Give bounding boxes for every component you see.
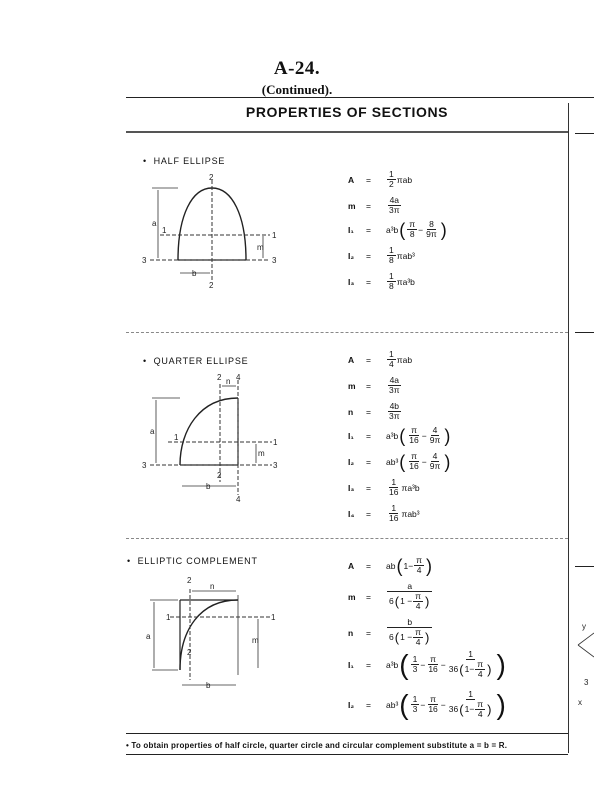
column-divider (568, 103, 569, 753)
quarter-ellipse-curve (180, 398, 238, 465)
label-left-1: 1 (174, 433, 179, 442)
right-margin-rule-2 (575, 332, 594, 333)
separator-1 (126, 332, 568, 333)
label-a: a (150, 427, 155, 436)
label-b: b (192, 269, 197, 278)
elliptic-complement-formula-n: n = b 6 ( 1 − $\frac{\pi}{4}$ ) (348, 618, 433, 647)
page-rule-bottom (126, 754, 568, 755)
quarter-ellipse-formula-m: m = $\frac{4a}{3\pi}$ (348, 375, 400, 395)
label-b: b (206, 482, 211, 491)
quarter-ellipse-formula-A: A = $\frac{1}{4}$ πab (348, 349, 413, 369)
quarter-ellipse-formula-I2: I₂ = ab³ ( $\frac{\pi}{16}$ − $\frac{4}{9\pi}$ ) (348, 451, 451, 472)
label-top-2: 2 (187, 576, 192, 585)
label-left-3: 3 (142, 256, 147, 265)
elliptic-complement-diagram (140, 575, 290, 700)
quarter-ellipse-formula-I4: I₄ = $\frac{1}{16}$ πab³ (348, 503, 420, 523)
half-ellipse-formula-A: A = $\frac{1}{2}$ πab (348, 169, 413, 189)
table-id: A-24. (273, 58, 321, 79)
quarter-ellipse-title: • QUARTER ELLIPSE (143, 356, 249, 366)
quarter-ellipse-formula-I3: I₃ = $\frac{1}{16}$ πa³b (348, 477, 420, 497)
margin-label-y: y (582, 622, 586, 631)
margin-label-3: 3 (584, 678, 589, 687)
elliptic-complement-curve (180, 600, 238, 670)
half-ellipse-formula-I2: I₂ = $\frac{1}{8}$ πab³ (348, 245, 415, 265)
label-b: b (206, 681, 211, 690)
label-right-1: 1 (271, 613, 276, 622)
label-bottom-2: 2 (209, 281, 214, 290)
label-right-3: 3 (273, 461, 278, 470)
section-title: PROPERTIES OF SECTIONS (245, 104, 449, 120)
table-continued: (Continued). (261, 82, 333, 97)
adjacent-page-fragment (572, 615, 594, 710)
section-rule-bottom (126, 733, 568, 734)
half-ellipse-title: • HALF ELLIPSE (143, 156, 226, 166)
elliptic-complement-title: • ELLIPTIC COMPLEMENT (127, 556, 258, 566)
label-n: n (210, 582, 215, 591)
label-m: m (252, 636, 259, 645)
label-m: m (257, 243, 264, 252)
label-bottom-2: 2 (217, 471, 222, 480)
label-right-1: 1 (272, 231, 277, 240)
quarter-ellipse-diagram (140, 370, 290, 505)
half-ellipse-diagram (140, 170, 290, 290)
label-right-3: 3 (272, 256, 277, 265)
elliptic-complement-formula-A: A = ab ( 1 − $\frac{\pi}{4}$ ) (348, 555, 433, 576)
half-ellipse-formula-I3: I₃ = $\frac{1}{8}$ πa³b (348, 271, 415, 291)
label-a: a (146, 632, 151, 641)
label-bottom-2: 2 (187, 648, 192, 657)
footnote: • To obtain properties of half circle, quarter circle and circular complement substitute a = b = R. (126, 741, 508, 750)
elliptic-complement-formula-m: m = a 6 ( 1 − $\frac{\pi}{4}$ ) (348, 582, 433, 611)
label-a: a (152, 219, 157, 228)
margin-label-x: x (578, 698, 582, 707)
label-right-1: 1 (273, 438, 278, 447)
label-left-1: 1 (162, 226, 167, 235)
label-m: m (258, 449, 265, 458)
section-rule-top (126, 131, 568, 133)
quarter-ellipse-formula-I1: I₁ = a³b ( $\frac{\pi}{16}$ − $\frac{4}{9\pi}$ ) (348, 425, 451, 446)
elliptic-complement-formula-I1: I₁ = a³b ( $\frac{1}{3}$ − $\frac{\pi}{16}$ − 1 36 ( 1 − $\frac{\pi}{4}$ ) ) (348, 648, 506, 680)
half-ellipse-formula-I1: I₁ = a³b ( $\frac{\pi}{8}$ − $\frac{8}{9\pi}$ ) (348, 219, 447, 240)
label-top-2: 2 (209, 173, 214, 182)
label-left-1: 1 (166, 613, 171, 622)
label-left-3: 3 (142, 461, 147, 470)
separator-2 (126, 538, 568, 539)
elliptic-complement-formula-I2: I₂ = ab³ ( $\frac{1}{3}$ − $\frac{\pi}{16}$ − 1 36 ( 1 − $\frac{\pi}{4}$ ) ) (348, 688, 506, 720)
label-top-2: 2 (217, 373, 222, 382)
right-margin-rule (575, 133, 594, 134)
half-ellipse-formula-m: m = $\frac{4a}{3\pi}$ (348, 195, 400, 215)
label-n: n (226, 377, 231, 386)
quarter-ellipse-formula-n: n = $\frac{4b}{3\pi}$ (348, 401, 400, 421)
right-margin-rule-3 (575, 566, 594, 567)
label-top-4: 4 (236, 373, 241, 382)
label-bottom-4: 4 (236, 495, 241, 504)
header-rule (126, 97, 594, 98)
